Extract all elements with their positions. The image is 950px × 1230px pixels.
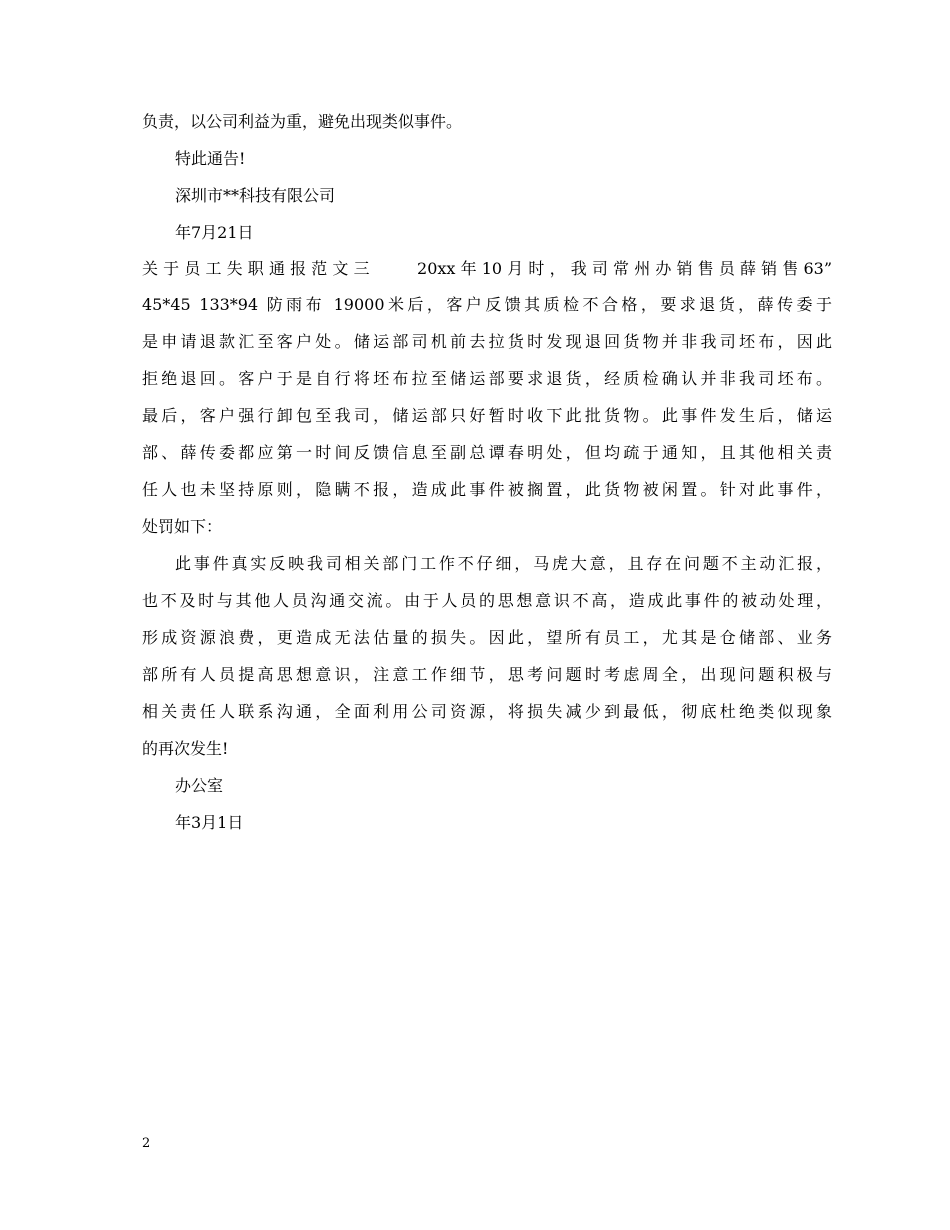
text-line: 任人也未坚持原则，隐瞒不报，造成此事件被搁置，此货物被闲置。针对此事件，: [142, 480, 832, 499]
text-line: 拒绝退回。客户于是自行将坯布拉至储运部要求退货，经质检确认并非我司坯布。: [142, 369, 832, 388]
text-line: 特此通告!: [175, 149, 246, 168]
signature-line: 办公室: [175, 776, 224, 795]
text-line: 深圳市**科技有限公司: [175, 186, 336, 205]
text-line: 负责，以公司利益为重，避免出现类似事件。: [142, 112, 463, 131]
text-line: 也不及时与其他人员沟通交流。由于人员的思想意识不高，造成此事件的被动处理，: [142, 591, 832, 610]
text-line: 是申请退款汇至客户处。储运部司机前去拉货时发现退回货物并非我司坯布，因此: [142, 332, 832, 351]
text-line: 的再次发生!: [142, 739, 229, 758]
text-line: 部、薛传委都应第一时间反馈信息至副总谭春明处，但均疏于通知，且其他相关责: [142, 443, 832, 462]
text-line: 相关责任人联系沟通，全面利用公司资源，将损失减少到最低，彻底杜绝类似现象: [142, 702, 832, 721]
text-line: 形成资源浪费，更造成无法估量的损失。因此，望所有员工，尤其是仓储部、业务: [142, 628, 832, 647]
text-line: 最后，客户强行卸包至我司，储运部只好暂时收下此批货物。此事件发生后，储运: [142, 406, 832, 425]
text-line: 45*45 133*94 防雨布 19000米后，客户反馈其质检不合格，要求退货，薛传委于: [142, 295, 832, 314]
text-line: 处罚如下：: [142, 517, 223, 536]
text-line: 此事件真实反映我司相关部门工作不仔细，马虎大意，且存在问题不主动汇报，: [175, 554, 832, 573]
section-heading-line: 关于员工失职通报范文三 20xx年10月时，我司常州办销售员薛销售63”: [142, 259, 832, 278]
text-line: 部所有人员提高思想意识，注意工作细节，思考问题时考虑周全，出现问题积极与: [142, 665, 832, 684]
text-line: 年7月21日: [175, 223, 254, 242]
date-line: 年3月1日: [175, 813, 244, 832]
page-number: 2: [142, 1136, 151, 1151]
